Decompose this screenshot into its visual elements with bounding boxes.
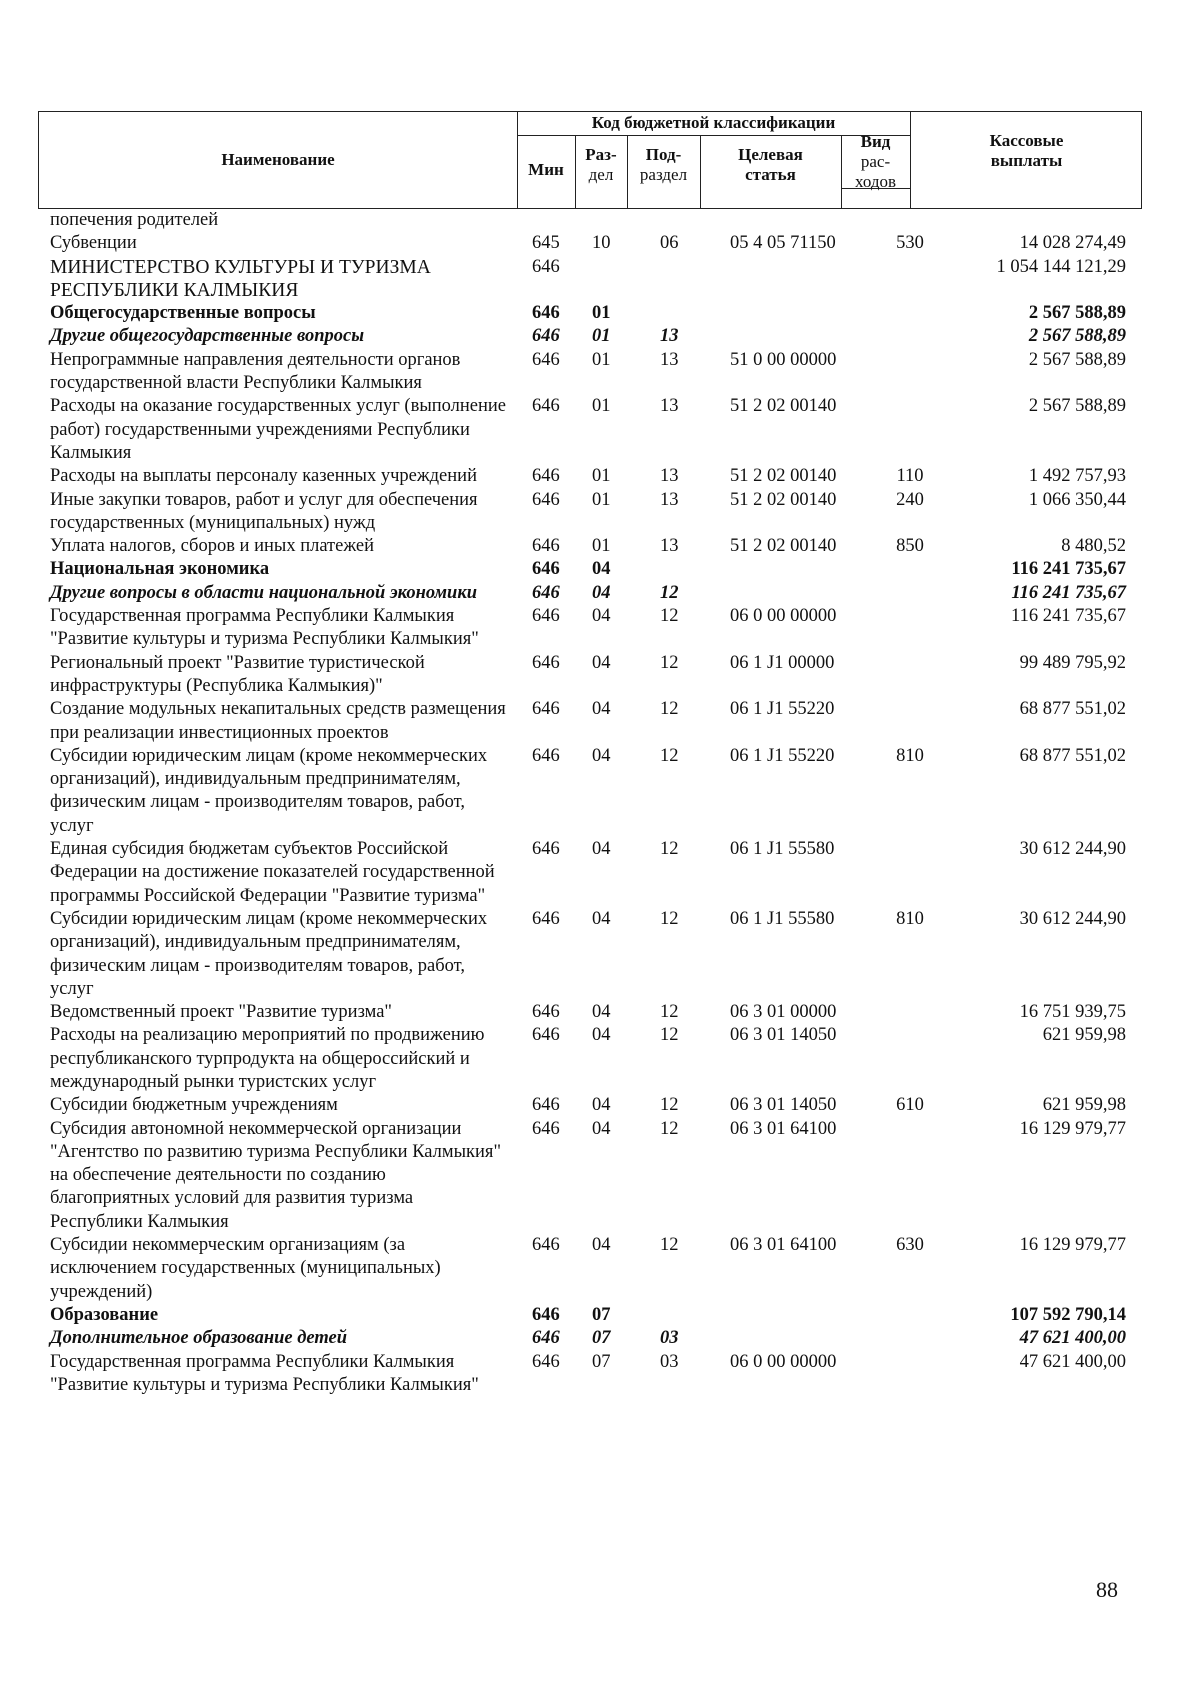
- row-sum: 116 241 735,67: [1011, 582, 1126, 603]
- row-celevaya: 06 1 J1 55220: [730, 699, 835, 720]
- row-podrazdel: 12: [660, 839, 679, 860]
- row-name: Субсидии некоммерческим организациям (за исключением государственных (муниципальных) учреждений): [50, 1235, 441, 1302]
- row-name: Субсидии юридическим лицам (кроме некоммерческих организаций), индивидуальным предпринимателям, физическим лицам - производителям товаров, работ, услуг: [50, 745, 488, 836]
- row-name: Иные закупки товаров, работ и услуг для обеспечения государственных (муниципальных) нужд: [50, 489, 478, 533]
- row-podrazdel: 12: [660, 1235, 679, 1256]
- row-name: попечения родителей: [50, 210, 219, 230]
- row-podrazdel: 03: [660, 1328, 679, 1349]
- row-name: Субсидия автономной некоммерческой организации "Агентство по развитию туризма Республики Калмыкия" на обеспечение деятельности по созданию благоприятных условий для развития туризма Республики Калмыкия: [50, 1118, 501, 1232]
- row-sum: 1 492 757,93: [1028, 466, 1126, 487]
- row-vid: 110: [896, 466, 924, 487]
- row-min: 646: [532, 1235, 560, 1256]
- header-vid: Вид рас- ходов: [854, 132, 897, 191]
- page-number: 88: [1096, 1577, 1118, 1602]
- header-celevaya: Целевая статья: [738, 145, 803, 184]
- row-min: 646: [532, 303, 560, 324]
- row-name: Создание модульных некапитальных средств размещения при реализации инвестиционных проектов: [50, 699, 506, 743]
- row-min: 646: [532, 349, 560, 370]
- table-row: [0, 395, 1200, 465]
- row-name: Уплата налогов, сборов и иных платежей: [50, 536, 375, 557]
- row-name: Субсидии бюджетным учреждениям: [50, 1095, 338, 1116]
- row-sum: 2 567 588,89: [1028, 326, 1126, 347]
- table-row: [0, 1024, 1200, 1094]
- row-min: 646: [532, 1328, 560, 1349]
- row-podrazdel: 12: [660, 582, 679, 603]
- row-celevaya: 06 3 01 14050: [730, 1025, 837, 1046]
- row-name: Другие вопросы в области национальной экономики: [50, 582, 478, 603]
- row-celevaya: 06 0 00 00000: [730, 1351, 837, 1372]
- row-min: 646: [532, 1118, 560, 1139]
- row-celevaya: 06 3 01 00000: [730, 1002, 837, 1023]
- row-celevaya: 06 1 J1 55580: [730, 839, 835, 860]
- row-vid: 610: [896, 1095, 924, 1116]
- row-celevaya: 06 3 01 14050: [730, 1095, 837, 1116]
- table-row: [0, 535, 1200, 558]
- row-name: Субсидии юридическим лицам (кроме некоммерческих организаций), индивидуальным предпринимателям, физическим лицам - производителям товаров, работ, услуг: [50, 908, 488, 999]
- table-row: [0, 1351, 1200, 1398]
- row-vid: 240: [896, 489, 924, 510]
- row-min: 646: [532, 839, 560, 860]
- row-sum: 2 567 588,89: [1028, 396, 1126, 417]
- row-celevaya: 06 0 00 00000: [730, 606, 837, 627]
- row-min: 646: [532, 559, 560, 580]
- row-razdel: 04: [592, 699, 611, 720]
- row-podrazdel: 13: [660, 466, 679, 487]
- row-razdel: 07: [592, 1304, 611, 1325]
- table-row: [0, 745, 1200, 838]
- row-sum: 107 592 790,14: [1010, 1304, 1126, 1325]
- row-razdel: 04: [592, 839, 611, 860]
- table-row: [0, 349, 1200, 396]
- row-sum: 68 877 551,02: [1019, 745, 1126, 766]
- row-min: 646: [532, 606, 560, 627]
- table-header: [38, 111, 1142, 209]
- row-celevaya: 05 4 05 71150: [730, 233, 836, 254]
- row-podrazdel: 06: [660, 233, 679, 254]
- row-min: 646: [532, 1095, 560, 1116]
- header-name: Наименование: [221, 150, 335, 169]
- row-celevaya: 51 2 02 00140: [730, 396, 837, 417]
- row-razdel: 10: [592, 233, 611, 254]
- row-min: 646: [532, 745, 560, 766]
- row-sum: 8 480,52: [1061, 536, 1126, 557]
- row-podrazdel: 13: [660, 489, 679, 510]
- table-row: [0, 908, 1200, 1001]
- row-razdel: 04: [592, 745, 611, 766]
- row-name: Расходы на оказание государственных услуг (выполнение работ) государственными учреждениями Республики Калмыкия: [50, 396, 507, 463]
- table-row: [0, 302, 1200, 325]
- header-min: Мин: [528, 160, 564, 179]
- table-row: [0, 256, 1200, 303]
- row-name: Государственная программа Республики Калмыкия "Развитие культуры и туризма Республики Калмыкия": [50, 1351, 479, 1395]
- row-podrazdel: 12: [660, 606, 679, 627]
- row-name: Непрограммные направления деятельности органов государственной власти Республики Калмыкия: [50, 349, 461, 394]
- row-sum: 2 567 588,89: [1028, 303, 1126, 324]
- row-razdel: 01: [592, 536, 611, 557]
- table-row: [0, 209, 1200, 232]
- row-razdel: 01: [592, 326, 611, 347]
- row-razdel: 04: [592, 1235, 611, 1256]
- table-row: [0, 652, 1200, 699]
- row-razdel: 01: [592, 303, 611, 324]
- row-name: МИНИСТЕРСТВО КУЛЬТУРЫ И ТУРИЗМА РЕСПУБЛИКИ КАЛМЫКИЯ: [50, 256, 431, 301]
- table-row: [0, 1327, 1200, 1350]
- row-min: 646: [532, 1025, 560, 1046]
- table-body: [0, 209, 1200, 1397]
- row-min: 646: [532, 652, 560, 673]
- row-sum: 621 959,98: [1042, 1025, 1126, 1046]
- row-sum: 2 567 588,89: [1028, 349, 1126, 370]
- row-min: 646: [532, 699, 560, 720]
- row-celevaya: 51 2 02 00140: [730, 489, 837, 510]
- row-sum: 1 066 350,44: [1028, 489, 1126, 510]
- row-sum: 99 489 795,92: [1019, 652, 1126, 673]
- row-celevaya: 06 1 J1 55580: [730, 908, 835, 929]
- row-vid: 850: [896, 536, 924, 557]
- table-row: [0, 1304, 1200, 1327]
- row-sum: 14 028 274,49: [1019, 233, 1126, 254]
- header-razdel: Раз- дел: [585, 145, 617, 184]
- row-min: 646: [532, 1351, 560, 1372]
- row-razdel: 04: [592, 1002, 611, 1023]
- row-celevaya: 51 2 02 00140: [730, 536, 837, 557]
- table-row: [0, 1094, 1200, 1117]
- row-celevaya: 51 0 00 00000: [730, 349, 837, 370]
- row-name: Общегосударственные вопросы: [50, 303, 316, 324]
- row-celevaya: 06 3 01 64100: [730, 1118, 837, 1139]
- table-row: [0, 1234, 1200, 1304]
- row-razdel: 04: [592, 1025, 611, 1046]
- row-vid: 810: [896, 745, 924, 766]
- row-podrazdel: 13: [660, 349, 679, 370]
- row-vid: 630: [896, 1235, 924, 1256]
- row-razdel: 04: [592, 606, 611, 627]
- row-name: Другие общегосударственные вопросы: [50, 326, 365, 347]
- row-vid: 530: [896, 233, 924, 254]
- row-razdel: 07: [592, 1351, 611, 1372]
- row-vid: 810: [896, 908, 924, 929]
- row-sum: 68 877 551,02: [1019, 699, 1126, 720]
- row-razdel: 04: [592, 908, 611, 929]
- row-min: 646: [532, 396, 560, 417]
- table-row: [0, 489, 1200, 536]
- row-min: 646: [532, 536, 560, 557]
- row-min: 646: [532, 1304, 560, 1325]
- row-podrazdel: 12: [660, 699, 679, 720]
- row-razdel: 01: [592, 349, 611, 370]
- row-name: Ведомственный проект "Развитие туризма": [50, 1002, 392, 1023]
- row-podrazdel: 12: [660, 1025, 679, 1046]
- row-min: 646: [532, 1002, 560, 1023]
- row-celevaya: 51 2 02 00140: [730, 466, 837, 487]
- row-podrazdel: 12: [660, 745, 679, 766]
- header-code-group: Код бюджетной классификации: [591, 113, 836, 132]
- row-razdel: 04: [592, 652, 611, 673]
- row-podrazdel: 13: [660, 536, 679, 557]
- row-sum: 30 612 244,90: [1019, 839, 1126, 860]
- row-name: Расходы на выплаты персоналу казенных учреждений: [50, 466, 477, 487]
- row-name: Единая субсидия бюджетам субъектов Российской Федерации на достижение показателей государственной программы Российской Федерации "Развитие туризма": [50, 839, 495, 906]
- row-sum: 47 621 400,00: [1019, 1328, 1126, 1349]
- row-name: Национальная экономика: [50, 559, 270, 580]
- row-celevaya: 06 1 J1 00000: [730, 652, 835, 673]
- row-razdel: 01: [592, 489, 611, 510]
- row-razdel: 04: [592, 559, 611, 580]
- table-row: [0, 232, 1200, 255]
- row-min: 646: [532, 582, 560, 603]
- table-row: [0, 1001, 1200, 1024]
- row-sum: 16 751 939,75: [1019, 1002, 1126, 1023]
- table-row: [0, 698, 1200, 745]
- row-name: Расходы на реализацию мероприятий по продвижению республиканского турпродукта на общероссийский и международный рынки туристских услуг: [50, 1025, 485, 1092]
- row-podrazdel: 12: [660, 1002, 679, 1023]
- row-razdel: 04: [592, 582, 611, 603]
- table-row: [0, 558, 1200, 581]
- table-row: [0, 605, 1200, 652]
- row-razdel: 01: [592, 466, 611, 487]
- row-name: Субвенции: [50, 233, 137, 254]
- row-min: 645: [532, 233, 560, 254]
- row-sum: 16 129 979,77: [1019, 1235, 1126, 1256]
- row-podrazdel: 13: [660, 326, 679, 347]
- row-sum: 621 959,98: [1042, 1095, 1126, 1116]
- row-celevaya: 06 1 J1 55220: [730, 745, 835, 766]
- row-razdel: 04: [592, 1118, 611, 1139]
- row-razdel: 01: [592, 396, 611, 417]
- row-min: 646: [532, 326, 560, 347]
- row-sum: 116 241 735,67: [1011, 606, 1126, 627]
- row-razdel: 04: [592, 1095, 611, 1116]
- row-celevaya: 06 3 01 64100: [730, 1235, 837, 1256]
- row-razdel: 07: [592, 1328, 611, 1349]
- row-podrazdel: 13: [660, 396, 679, 417]
- header-podrazdel: Под- раздел: [639, 145, 688, 184]
- table-row: [0, 582, 1200, 605]
- row-sum: 1 054 144 121,29: [996, 256, 1126, 277]
- row-podrazdel: 12: [660, 652, 679, 673]
- row-name: Государственная программа Республики Калмыкия "Развитие культуры и туризма Республики Калмыкия": [50, 606, 479, 650]
- header-kassovye: Кассовые выплаты: [989, 131, 1064, 170]
- row-sum: 16 129 979,77: [1019, 1118, 1126, 1139]
- table-row: [0, 838, 1200, 908]
- row-sum: 47 621 400,00: [1019, 1351, 1126, 1372]
- row-podrazdel: 03: [660, 1351, 679, 1372]
- row-name: Региональный проект "Развитие туристической инфраструктуры (Республика Калмыкия)": [50, 652, 425, 696]
- table-row: [0, 465, 1200, 488]
- row-name: Дополнительное образование детей: [50, 1328, 348, 1349]
- row-min: 646: [532, 489, 560, 510]
- row-sum: 30 612 244,90: [1019, 908, 1126, 929]
- row-podrazdel: 12: [660, 908, 679, 929]
- row-podrazdel: 12: [660, 1118, 679, 1139]
- row-podrazdel: 12: [660, 1095, 679, 1116]
- row-min: 646: [532, 908, 560, 929]
- row-name: Образование: [50, 1304, 159, 1325]
- row-min: 646: [532, 256, 560, 277]
- table-row: [0, 1118, 1200, 1234]
- row-min: 646: [532, 466, 560, 487]
- row-sum: 116 241 735,67: [1011, 559, 1126, 580]
- table-row: [0, 325, 1200, 348]
